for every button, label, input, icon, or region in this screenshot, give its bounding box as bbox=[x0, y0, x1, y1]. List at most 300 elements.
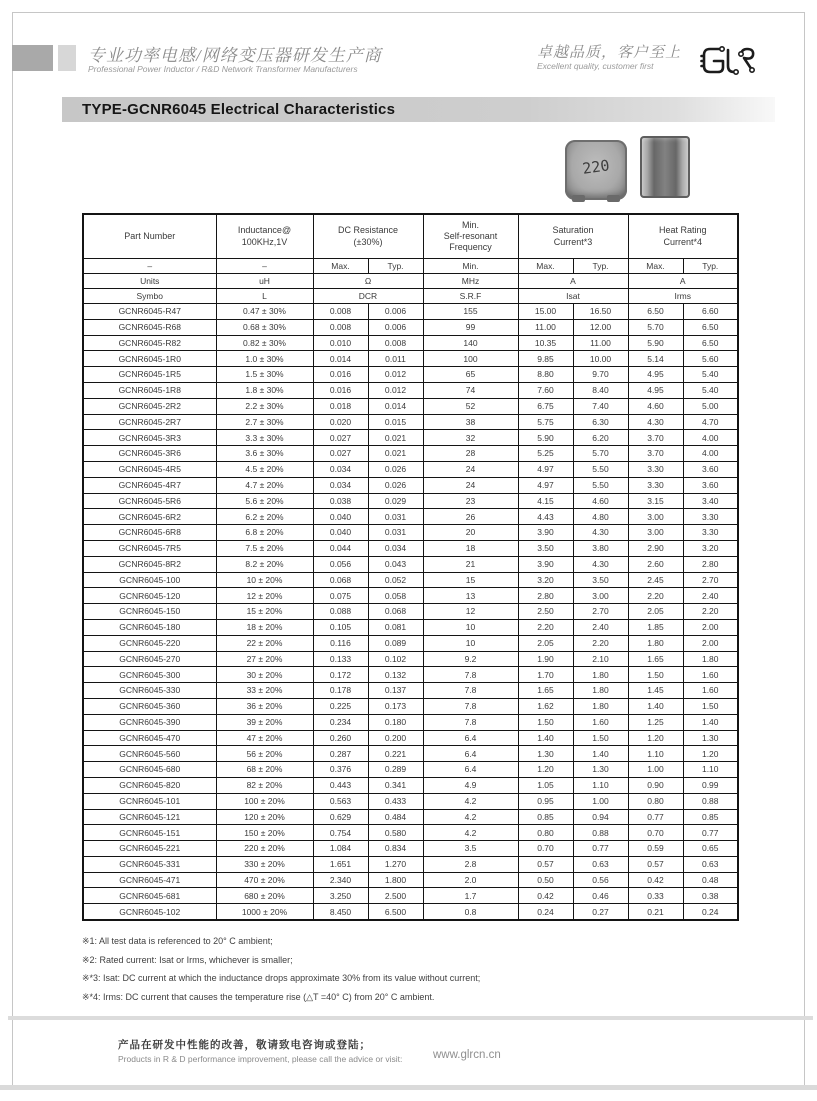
cell: 8.2 ± 20% bbox=[216, 556, 313, 572]
table-row bbox=[83, 572, 738, 588]
cell: 0.026 bbox=[368, 461, 423, 477]
cell: 0.65 bbox=[683, 841, 738, 857]
cell: Min. bbox=[423, 259, 518, 274]
cell: 0.075 bbox=[313, 588, 368, 604]
cell: GCNR6045-300 bbox=[83, 667, 216, 683]
cell: 0.59 bbox=[628, 841, 683, 857]
cell: 4.97 bbox=[518, 477, 573, 493]
cell: 15 bbox=[423, 572, 518, 588]
cell: 32 bbox=[423, 430, 518, 446]
cell: 0.089 bbox=[368, 635, 423, 651]
cell: 0.70 bbox=[518, 841, 573, 857]
cell: 10.00 bbox=[573, 351, 628, 367]
cell: 7.40 bbox=[573, 398, 628, 414]
cell: 1.85 bbox=[628, 619, 683, 635]
table-row bbox=[83, 351, 738, 367]
cell: uH bbox=[216, 274, 313, 289]
cell: 21 bbox=[423, 556, 518, 572]
cell: 0.034 bbox=[313, 477, 368, 493]
cell: 15 ± 20% bbox=[216, 604, 313, 620]
cell: 0.94 bbox=[573, 809, 628, 825]
cell: 6.4 bbox=[423, 746, 518, 762]
cell: GCNR6045-102 bbox=[83, 904, 216, 920]
cell: 99 bbox=[423, 319, 518, 335]
cell: Max. bbox=[628, 259, 683, 274]
cell: 0.052 bbox=[368, 572, 423, 588]
cell: 1.80 bbox=[573, 667, 628, 683]
cell: 6.500 bbox=[368, 904, 423, 920]
cell: 6.30 bbox=[573, 414, 628, 430]
cell: 30 ± 20% bbox=[216, 667, 313, 683]
cell: 0.21 bbox=[628, 904, 683, 920]
cell: 0.77 bbox=[683, 825, 738, 841]
cell: 0.580 bbox=[368, 825, 423, 841]
cell: 0.341 bbox=[368, 777, 423, 793]
cell: 0.011 bbox=[368, 351, 423, 367]
cell: 4.00 bbox=[683, 430, 738, 446]
cell: 68 ± 20% bbox=[216, 762, 313, 778]
cell: 1.20 bbox=[628, 730, 683, 746]
cell: 12.00 bbox=[573, 319, 628, 335]
cell: 3.90 bbox=[518, 556, 573, 572]
cell: 5.50 bbox=[573, 461, 628, 477]
cell: 2.40 bbox=[573, 619, 628, 635]
table-row bbox=[83, 683, 738, 699]
cell: 7.8 bbox=[423, 714, 518, 730]
cell: DCR bbox=[313, 289, 423, 304]
cell: 3.30 bbox=[628, 477, 683, 493]
cell: 74 bbox=[423, 382, 518, 398]
cell: 0.225 bbox=[313, 698, 368, 714]
cell: 5.40 bbox=[683, 382, 738, 398]
cell: 5.25 bbox=[518, 446, 573, 462]
cell: GCNR6045-390 bbox=[83, 714, 216, 730]
cell: 0.48 bbox=[683, 872, 738, 888]
cell: GCNR6045-1R0 bbox=[83, 351, 216, 367]
cell: 0.173 bbox=[368, 698, 423, 714]
table-body bbox=[83, 304, 738, 921]
cell: 4.60 bbox=[573, 493, 628, 509]
table-row bbox=[83, 335, 738, 351]
cell: 2.40 bbox=[683, 588, 738, 604]
cell: 10.35 bbox=[518, 335, 573, 351]
footnote: ※2: Rated current: Isat or Irms, whichever is smaller; bbox=[82, 954, 293, 965]
table-row bbox=[83, 619, 738, 635]
terminal-tab bbox=[607, 195, 620, 202]
cell: 0.008 bbox=[313, 304, 368, 320]
cell: 22 ± 20% bbox=[216, 635, 313, 651]
cell: 1.60 bbox=[683, 667, 738, 683]
cell: 1.60 bbox=[573, 714, 628, 730]
footnotes bbox=[82, 936, 480, 1010]
cell: 8.40 bbox=[573, 382, 628, 398]
cell: – bbox=[83, 259, 216, 274]
cell: 28 bbox=[423, 446, 518, 462]
table-row bbox=[83, 698, 738, 714]
footnote: ※1: All test data is referenced to 20° C ambient; bbox=[82, 936, 273, 946]
cell: 2.60 bbox=[628, 556, 683, 572]
cell: 0.180 bbox=[368, 714, 423, 730]
cell: 0.027 bbox=[313, 446, 368, 462]
cell: 3.70 bbox=[628, 446, 683, 462]
cell: 0.031 bbox=[368, 525, 423, 541]
cell: 7.8 bbox=[423, 683, 518, 699]
cell: 0.034 bbox=[368, 540, 423, 556]
cell: MHz bbox=[423, 274, 518, 289]
brand-title-cn: 专业功率电感/网络变压器研发生产商 bbox=[88, 46, 382, 65]
cell: Ω bbox=[313, 274, 423, 289]
cell: 0.020 bbox=[313, 414, 368, 430]
cell: Symbo bbox=[83, 289, 216, 304]
cell: 0.088 bbox=[313, 604, 368, 620]
cell: GCNR6045-330 bbox=[83, 683, 216, 699]
cell: 0.031 bbox=[368, 509, 423, 525]
cell: 1.084 bbox=[313, 841, 368, 857]
cell: 1.270 bbox=[368, 856, 423, 872]
cell: 0.88 bbox=[573, 825, 628, 841]
cell: 6.20 bbox=[573, 430, 628, 446]
cell: 0.021 bbox=[368, 446, 423, 462]
cell: 8.80 bbox=[518, 367, 573, 383]
cell: 3.250 bbox=[313, 888, 368, 904]
cell: 1.65 bbox=[628, 651, 683, 667]
cell: GCNR6045-221 bbox=[83, 841, 216, 857]
cell: S.R.F bbox=[423, 289, 518, 304]
header-row-titles bbox=[83, 214, 738, 259]
cell: 0.234 bbox=[313, 714, 368, 730]
cell: GCNR6045-680 bbox=[83, 762, 216, 778]
cell: 5.6 ± 20% bbox=[216, 493, 313, 509]
cell: 38 bbox=[423, 414, 518, 430]
cell: 4.95 bbox=[628, 367, 683, 383]
cell: 2.00 bbox=[683, 619, 738, 635]
cell: 0.081 bbox=[368, 619, 423, 635]
cell: 4.5 ± 20% bbox=[216, 461, 313, 477]
cell: 4.60 bbox=[628, 398, 683, 414]
cell: 5.75 bbox=[518, 414, 573, 430]
cell: 0.287 bbox=[313, 746, 368, 762]
cell: 3.50 bbox=[518, 540, 573, 556]
cell: 9.85 bbox=[518, 351, 573, 367]
cell: 0.008 bbox=[313, 319, 368, 335]
cell: 2.80 bbox=[518, 588, 573, 604]
cell: 470 ± 20% bbox=[216, 872, 313, 888]
cell: 1.20 bbox=[683, 746, 738, 762]
cell: GCNR6045-3R6 bbox=[83, 446, 216, 462]
cell: 0.008 bbox=[368, 335, 423, 351]
cell: 0.77 bbox=[628, 809, 683, 825]
cell: 6.2 ± 20% bbox=[216, 509, 313, 525]
cell: 0.012 bbox=[368, 367, 423, 383]
table-row bbox=[83, 856, 738, 872]
cell: 0.99 bbox=[683, 777, 738, 793]
cell: GCNR6045-R68 bbox=[83, 319, 216, 335]
cell: 0.027 bbox=[313, 430, 368, 446]
brand-title-en: Professional Power Inductor / R&D Network Transformer Manufacturers bbox=[88, 64, 358, 74]
cell: GCNR6045-4R7 bbox=[83, 477, 216, 493]
cell: 2.500 bbox=[368, 888, 423, 904]
cell: 33 ± 20% bbox=[216, 683, 313, 699]
cell: 120 ± 20% bbox=[216, 809, 313, 825]
cell: GCNR6045-4R5 bbox=[83, 461, 216, 477]
cell: 2.0 bbox=[423, 872, 518, 888]
cell: 52 bbox=[423, 398, 518, 414]
cell: 0.80 bbox=[518, 825, 573, 841]
cell: Max. bbox=[313, 259, 368, 274]
cell: 2.20 bbox=[683, 604, 738, 620]
table-row bbox=[83, 730, 738, 746]
cell: GCNR6045-560 bbox=[83, 746, 216, 762]
header-row-units bbox=[83, 274, 738, 289]
cell: 0.50 bbox=[518, 872, 573, 888]
cell: GCNR6045-681 bbox=[83, 888, 216, 904]
cell: 10 bbox=[423, 619, 518, 635]
cell: 1.45 bbox=[628, 683, 683, 699]
cell: GCNR6045-150 bbox=[83, 604, 216, 620]
cell: 4.43 bbox=[518, 509, 573, 525]
cell: 220 ± 20% bbox=[216, 841, 313, 857]
cell: 0.221 bbox=[368, 746, 423, 762]
cell: 0.006 bbox=[368, 319, 423, 335]
cell: 4.97 bbox=[518, 461, 573, 477]
cell: 0.021 bbox=[368, 430, 423, 446]
cell: 3.15 bbox=[628, 493, 683, 509]
cell: 3.6 ± 30% bbox=[216, 446, 313, 462]
cell: 3.30 bbox=[683, 525, 738, 541]
cell: 47 ± 20% bbox=[216, 730, 313, 746]
cell: 1.10 bbox=[683, 762, 738, 778]
cell: 2.2 ± 30% bbox=[216, 398, 313, 414]
cell: GCNR6045-5R6 bbox=[83, 493, 216, 509]
table-row bbox=[83, 762, 738, 778]
table-row bbox=[83, 493, 738, 509]
cell: GCNR6045-1R5 bbox=[83, 367, 216, 383]
cell: 82 ± 20% bbox=[216, 777, 313, 793]
cell: 0.038 bbox=[313, 493, 368, 509]
section-title-bar bbox=[62, 97, 775, 122]
cell: 0.33 bbox=[628, 888, 683, 904]
table-row bbox=[83, 540, 738, 556]
cell: 2.45 bbox=[628, 572, 683, 588]
cell: 0.133 bbox=[313, 651, 368, 667]
table-row bbox=[83, 635, 738, 651]
cell: 3.60 bbox=[683, 461, 738, 477]
cell: 1.50 bbox=[573, 730, 628, 746]
cell: 1.80 bbox=[573, 683, 628, 699]
footer-note-cn: 产品在研发中性能的改善，敬请致电咨询或登陆； bbox=[118, 1039, 371, 1051]
cell: GCNR6045-270 bbox=[83, 651, 216, 667]
cell: 1.30 bbox=[683, 730, 738, 746]
page-bottom-rule bbox=[0, 1085, 817, 1090]
cell: 1.80 bbox=[683, 651, 738, 667]
cell: L bbox=[216, 289, 313, 304]
header-row-maxtyp bbox=[83, 259, 738, 274]
cell: 6.50 bbox=[683, 335, 738, 351]
cell: 0.47 ± 30% bbox=[216, 304, 313, 320]
cell: 0.88 bbox=[683, 793, 738, 809]
cell: 11.00 bbox=[573, 335, 628, 351]
cell: 140 bbox=[423, 335, 518, 351]
cell: 4.95 bbox=[628, 382, 683, 398]
cell: 2.70 bbox=[683, 572, 738, 588]
cell: 0.38 bbox=[683, 888, 738, 904]
cell: 4.30 bbox=[573, 556, 628, 572]
cell: Typ. bbox=[683, 259, 738, 274]
cell: 1.40 bbox=[573, 746, 628, 762]
cell: 1.50 bbox=[628, 667, 683, 683]
cell: Irms bbox=[628, 289, 738, 304]
cell: 3.30 bbox=[628, 461, 683, 477]
cell: 24 bbox=[423, 461, 518, 477]
cell: 1.30 bbox=[518, 746, 573, 762]
cell: 2.90 bbox=[628, 540, 683, 556]
cell: 1.65 bbox=[518, 683, 573, 699]
cell: 0.42 bbox=[628, 872, 683, 888]
cell: 0.010 bbox=[313, 335, 368, 351]
col-heat-rating-current: Heat Rating Current*4 bbox=[628, 214, 738, 259]
table-row bbox=[83, 904, 738, 920]
cell: GCNR6045-100 bbox=[83, 572, 216, 588]
cell: 24 bbox=[423, 477, 518, 493]
cell: 1.651 bbox=[313, 856, 368, 872]
cell: 0.77 bbox=[573, 841, 628, 857]
cell: 6.75 bbox=[518, 398, 573, 414]
cell: 4.00 bbox=[683, 446, 738, 462]
cell: GCNR6045-R47 bbox=[83, 304, 216, 320]
cell: 4.2 bbox=[423, 825, 518, 841]
cell: 5.70 bbox=[573, 446, 628, 462]
cell: Max. bbox=[518, 259, 573, 274]
table-row bbox=[83, 477, 738, 493]
cell: 0.82 ± 30% bbox=[216, 335, 313, 351]
cell: 2.00 bbox=[683, 635, 738, 651]
cell: 0.63 bbox=[683, 856, 738, 872]
table-row bbox=[83, 446, 738, 462]
cell: Typ. bbox=[573, 259, 628, 274]
cell: 0.376 bbox=[313, 762, 368, 778]
cell: GCNR6045-470 bbox=[83, 730, 216, 746]
cell: 2.50 bbox=[518, 604, 573, 620]
cell: 0.014 bbox=[313, 351, 368, 367]
cell: 0.068 bbox=[368, 604, 423, 620]
cell: 0.018 bbox=[313, 398, 368, 414]
cell: GCNR6045-3R3 bbox=[83, 430, 216, 446]
cell: 2.10 bbox=[573, 651, 628, 667]
table-row bbox=[83, 556, 738, 572]
cell: 0.56 bbox=[573, 872, 628, 888]
cell: GCNR6045-8R2 bbox=[83, 556, 216, 572]
cell: 8.450 bbox=[313, 904, 368, 920]
cell: 1.60 bbox=[683, 683, 738, 699]
cell: 1000 ± 20% bbox=[216, 904, 313, 920]
section-title: TYPE-GCNR6045 Electrical Characteristics bbox=[82, 101, 396, 118]
footnote: ※*4: Irms: DC current that causes the temperature rise (△T =40° C) from 20° C ambient. bbox=[82, 991, 435, 1002]
cell: 155 bbox=[423, 304, 518, 320]
table-row bbox=[83, 888, 738, 904]
cell: 0.040 bbox=[313, 509, 368, 525]
cell: 3.80 bbox=[573, 540, 628, 556]
cell: 0.178 bbox=[313, 683, 368, 699]
cell: 0.012 bbox=[368, 382, 423, 398]
cell: 0.68 ± 30% bbox=[216, 319, 313, 335]
cell: 0.116 bbox=[313, 635, 368, 651]
cell: 2.8 bbox=[423, 856, 518, 872]
cell: 1.80 bbox=[573, 698, 628, 714]
cell: 0.433 bbox=[368, 793, 423, 809]
table-row bbox=[83, 382, 738, 398]
electrical-characteristics-table bbox=[82, 213, 739, 921]
cell: 0.260 bbox=[313, 730, 368, 746]
cell: GCNR6045-2R2 bbox=[83, 398, 216, 414]
table-row bbox=[83, 714, 738, 730]
col-dc-resistance: DC Resistance (±30%) bbox=[313, 214, 423, 259]
col-srf: Min. Self-resonant Frequency bbox=[423, 214, 518, 259]
cell: GCNR6045-6R8 bbox=[83, 525, 216, 541]
inductor-photo-front bbox=[565, 140, 627, 200]
cell: 4.80 bbox=[573, 509, 628, 525]
cell: 4.70 bbox=[683, 414, 738, 430]
cell: 0.056 bbox=[313, 556, 368, 572]
cell: GCNR6045-331 bbox=[83, 856, 216, 872]
cell: 26 bbox=[423, 509, 518, 525]
inductor-marking: 220 bbox=[581, 156, 611, 178]
table-row bbox=[83, 841, 738, 857]
cell: 12 ± 20% bbox=[216, 588, 313, 604]
table-row bbox=[83, 430, 738, 446]
cell: 0.105 bbox=[313, 619, 368, 635]
table-row bbox=[83, 509, 738, 525]
cell: GCNR6045-120 bbox=[83, 588, 216, 604]
cell: 7.60 bbox=[518, 382, 573, 398]
cell: Units bbox=[83, 274, 216, 289]
cell: 4.9 bbox=[423, 777, 518, 793]
cell: 5.00 bbox=[683, 398, 738, 414]
cell: GCNR6045-471 bbox=[83, 872, 216, 888]
cell: 7.5 ± 20% bbox=[216, 540, 313, 556]
cell: 0.85 bbox=[683, 809, 738, 825]
cell: 3.50 bbox=[573, 572, 628, 588]
cell: 2.20 bbox=[518, 619, 573, 635]
cell: 5.70 bbox=[628, 319, 683, 335]
cell: 1.800 bbox=[368, 872, 423, 888]
table-row bbox=[83, 461, 738, 477]
cell: 1.70 bbox=[518, 667, 573, 683]
cell: 1.50 bbox=[518, 714, 573, 730]
cell: 16.50 bbox=[573, 304, 628, 320]
cell: 2.340 bbox=[313, 872, 368, 888]
cell: 0.484 bbox=[368, 809, 423, 825]
cell: 3.60 bbox=[683, 477, 738, 493]
cell: 4.30 bbox=[573, 525, 628, 541]
table-header bbox=[83, 214, 738, 304]
cell: 9.70 bbox=[573, 367, 628, 383]
cell: 0.42 bbox=[518, 888, 573, 904]
cell: 1.80 bbox=[628, 635, 683, 651]
cell: 1.10 bbox=[628, 746, 683, 762]
cell: Typ. bbox=[368, 259, 423, 274]
cell: 1.30 bbox=[573, 762, 628, 778]
cell: 5.90 bbox=[518, 430, 573, 446]
cell: 1.00 bbox=[628, 762, 683, 778]
cell: 4.30 bbox=[628, 414, 683, 430]
cell: 4.7 ± 20% bbox=[216, 477, 313, 493]
cell: 0.80 bbox=[628, 793, 683, 809]
cell: 56 ± 20% bbox=[216, 746, 313, 762]
cell: 3.20 bbox=[518, 572, 573, 588]
cell: 2.05 bbox=[628, 604, 683, 620]
cell: 0.90 bbox=[628, 777, 683, 793]
cell: 3.30 bbox=[683, 509, 738, 525]
